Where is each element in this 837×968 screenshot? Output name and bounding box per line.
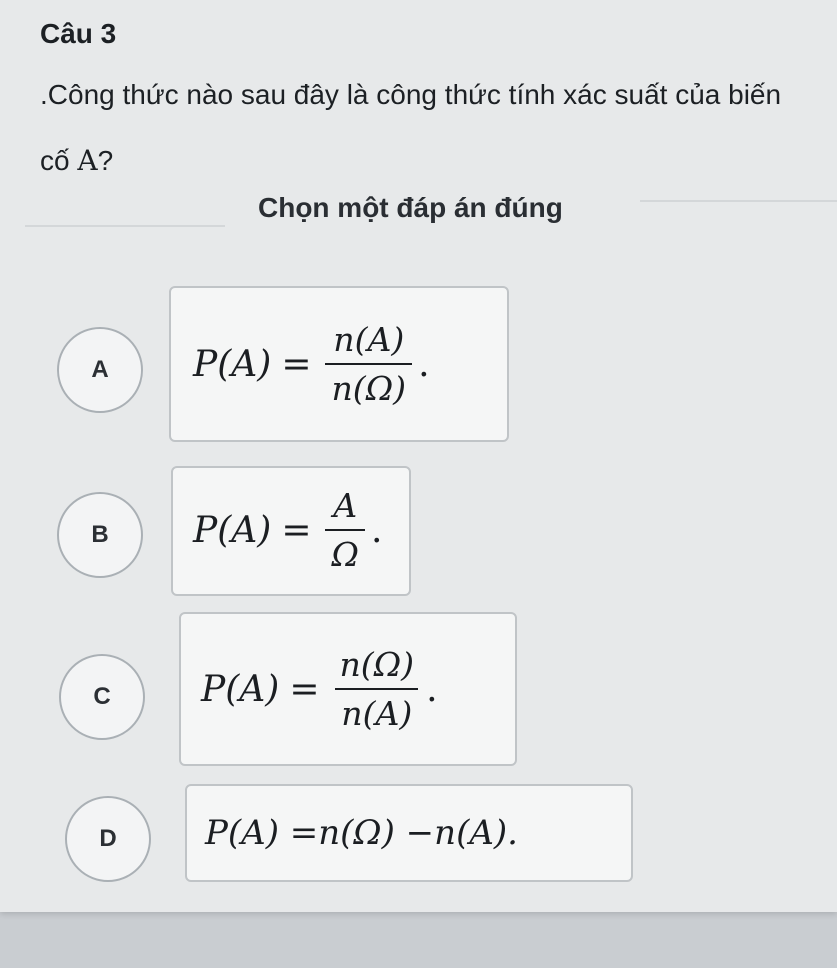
question-text (40, 62, 810, 194)
option-c[interactable] (55, 612, 825, 768)
divider-left (25, 225, 225, 227)
option-a-radio[interactable]: A (57, 327, 143, 413)
option-a-formula (193, 308, 430, 420)
option-a-denominator: n(Ω) (325, 363, 412, 408)
option-b-formula (193, 480, 382, 580)
option-c-formula (201, 634, 438, 744)
option-c-lhs: P(A) (201, 668, 280, 710)
option-d[interactable] (55, 780, 825, 896)
divider-right (640, 200, 837, 202)
option-c-equals: = (289, 668, 320, 710)
option-b-lhs: P(A) (193, 509, 272, 551)
option-b-equals: = (281, 509, 312, 551)
option-c-denominator: n(A) (335, 688, 418, 733)
option-d-formula-box[interactable] (185, 784, 633, 882)
option-d-radio[interactable]: D (65, 796, 151, 882)
option-b-formula-box[interactable] (171, 466, 411, 596)
option-a-fraction (325, 320, 412, 408)
option-b-fraction (325, 486, 364, 574)
option-c-radio[interactable]: C (59, 654, 145, 740)
option-d-formula: P(A) =n(Ω) −n(A). (205, 813, 518, 853)
option-b-period: . (370, 509, 383, 551)
option-c-formula-box[interactable] (179, 612, 517, 766)
choose-one-label: Chọn một đáp án đúng (258, 192, 563, 223)
option-a-equals: = (281, 343, 312, 385)
question-text-suffix: ? (97, 145, 114, 176)
option-c-period: . (426, 668, 438, 710)
option-b-radio[interactable]: B (57, 492, 143, 578)
question-number: Câu 3 (40, 18, 117, 49)
option-b-numerator: A (333, 486, 358, 525)
question-variable: A (77, 144, 98, 177)
option-b-denominator: Ω (325, 529, 364, 574)
question-text-prefix: .Công thức nào sau đây là công thức tính xác suất của biến cố (40, 79, 782, 176)
option-b[interactable] (55, 462, 825, 598)
option-c-numerator: n(Ω) (339, 645, 415, 684)
option-a-numerator: n(A) (333, 320, 405, 359)
option-a-formula-box[interactable] (169, 286, 509, 442)
option-c-fraction (333, 645, 420, 733)
option-a[interactable] (55, 286, 825, 442)
option-a-period: . (418, 343, 430, 385)
option-a-lhs: P(A) (193, 343, 272, 385)
